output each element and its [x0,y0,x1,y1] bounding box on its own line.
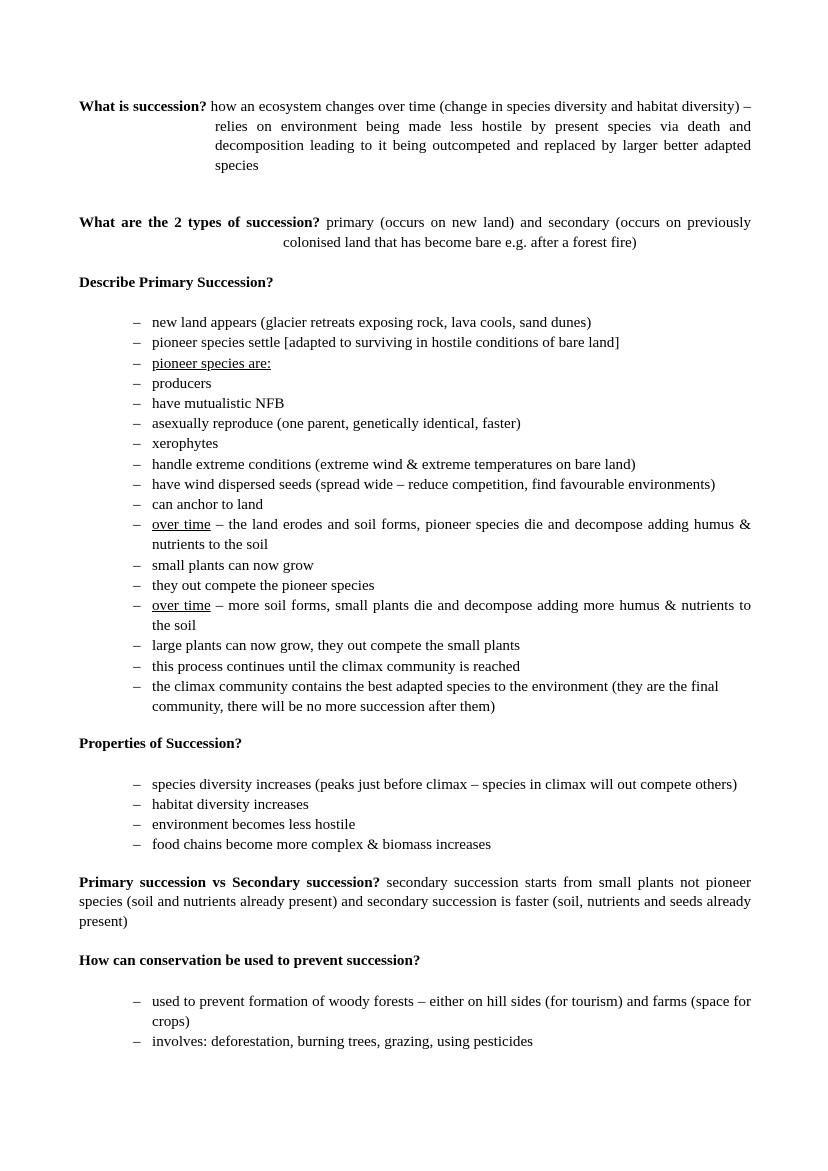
list-item-text: have mutualistic NFB [152,395,285,412]
list-item-text: handle extreme conditions (extreme wind & extreme temperatures on bare land) [152,456,636,473]
list-item [133,775,751,795]
spacer [79,176,751,214]
list-item [133,556,751,576]
question-label-primary-vs-secondary: Primary succession vs Secondary succession? [79,874,381,891]
answer-text-what-is-succession: how an ecosystem changes over time (change in species diversity and habitat diversity) – relies on environment being made less hostile by present species via death and decomposition leading to it being outcompeted and replaced by larger better adapted species [206,99,751,174]
list-item [133,835,751,855]
spacer [79,717,751,735]
list-item [133,576,751,596]
answer-text-primary-vs-secondary: secondary succession starts from small plants not pioneer species (soil and nutrients already present) and secondary succession is faster (soil, nutrients and seeds already present) [79,874,751,930]
list-properties [79,775,751,856]
list-item [133,815,751,835]
heading-properties: Properties of Succession? [79,736,243,753]
underlined-phrase: pioneer species are: [152,355,272,372]
list-item [133,374,751,394]
list-conservation [79,992,751,1053]
list-item-text: this process continues until the climax community is reached [152,658,521,675]
list-item-text: can anchor to land [152,496,264,513]
list-item-text: food chains become more complex & biomass increases [152,837,492,854]
list-item [133,455,751,475]
list-item-text: habitat diversity increases [152,797,309,814]
list-item-text: – the land erodes and soil forms, pioneer species die and decompose adding humus & nutrients to the soil [152,517,752,554]
question-label-two-types: What are the 2 types of succession? [79,215,321,232]
answer-text-two-types: primary (occurs on new land) and secondary (occurs on previously colonised land that has become bare e.g. after a forest fire) [283,215,752,251]
qa-what-is-succession [79,98,751,176]
list-item [133,515,751,555]
list-item-text: – more soil forms, small plants die and decompose adding more humus & nutrients to the soil [152,598,752,635]
list-item [133,394,751,414]
list-item-text: used to prevent formation of woody forests – either on hill sides (for tourism) and farms (space for crops) [152,994,751,1031]
list-item [133,795,751,815]
spacer [79,972,751,992]
qa-primary-vs-secondary [79,874,751,933]
list-item [133,434,751,454]
list-item [133,1032,751,1052]
list-item [133,354,751,374]
list-item-text: environment becomes less hostile [152,817,356,834]
list-item [133,475,751,495]
underlined-phrase: over time [152,517,211,534]
list-item-text: asexually reproduce (one parent, genetically identical, faster) [152,416,521,433]
spacer [79,254,751,274]
list-item [133,657,751,677]
question-label-what-is-succession: What is succession? [79,99,207,115]
document-content [79,98,751,1053]
list-item [133,677,751,717]
list-item-text: the climax community contains the best adapted species to the environment (they are the final community, there will be no more succession after them) [152,678,719,716]
list-item [133,313,751,333]
spacer [79,293,751,313]
heading-describe-primary: Describe Primary Succession? [79,274,274,291]
list-item-text: small plants can now grow [152,557,314,574]
heading-conservation: How can conservation be used to prevent succession? [79,953,421,970]
list-item-text: new land appears (glacier retreats exposing rock, lava cools, sand dunes) [152,315,592,332]
list-item-text: have wind dispersed seeds (spread wide – reduce competition, find favourable environments) [152,476,716,493]
list-item-text: large plants can now grow, they out compete the small plants [152,638,521,655]
spacer [79,856,751,874]
list-describe-primary [79,313,751,717]
list-item [133,495,751,515]
qa-two-types [79,214,751,253]
list-item [133,596,751,636]
list-item [133,636,751,656]
list-item-text: xerophytes [152,436,219,453]
spacer [79,755,751,775]
list-item [133,992,751,1032]
list-item-text: producers [152,375,212,392]
underlined-phrase: over time [152,598,211,614]
list-item-text: species diversity increases (peaks just before climax – species in climax will out compete others) [152,776,738,793]
spacer [79,932,751,952]
list-item-text: pioneer species settle [adapted to surviving in hostile conditions of bare land] [152,335,620,352]
list-item [133,333,751,353]
list-item-text: they out compete the pioneer species [152,577,375,594]
list-item [133,414,751,434]
list-item-text: involves: deforestation, burning trees, grazing, using pesticides [152,1034,534,1051]
